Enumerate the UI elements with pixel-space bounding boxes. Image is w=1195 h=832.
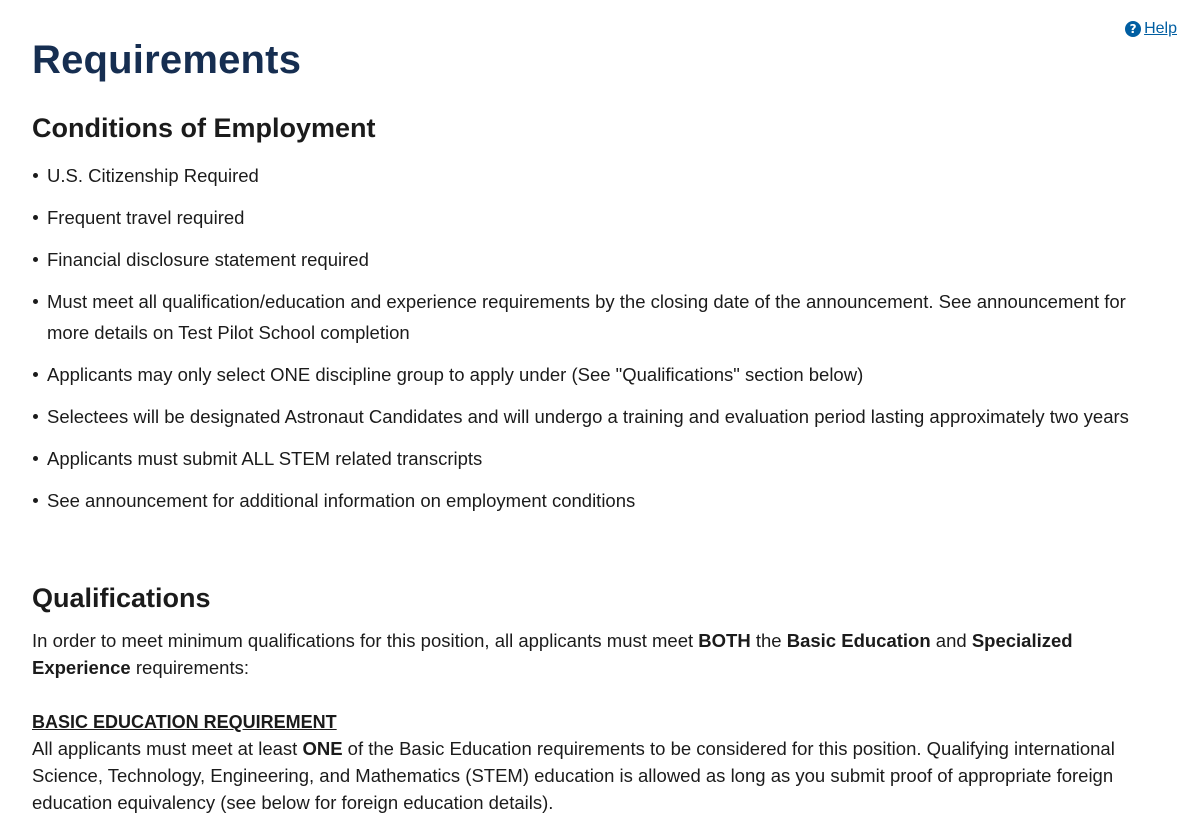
- qualifications-heading: Qualifications: [32, 583, 211, 613]
- list-item: Must meet all qualification/education and experience requirements by the closing date of the announcement. See announcement for more details on Test Pilot School completion: [32, 286, 1152, 348]
- intro-text: In order to meet minimum qualifications for this position, all applicants must meet: [32, 630, 699, 651]
- intro-text: requirements:: [130, 657, 249, 678]
- help-label: Help: [1144, 20, 1177, 37]
- qualifications-intro: [32, 627, 1172, 681]
- list-item: U.S. Citizenship Required: [32, 160, 1152, 191]
- intro-text: and: [930, 630, 972, 651]
- intro-both: BOTH: [698, 630, 751, 651]
- list-item: Applicants must submit ALL STEM related transcripts: [32, 443, 1152, 474]
- intro-text: the: [750, 630, 787, 651]
- list-item: See announcement for additional information on employment conditions: [32, 485, 1152, 516]
- basic-education-one: ONE: [302, 738, 343, 759]
- list-item: Selectees will be designated Astronaut Candidates and will undergo a training and evaluation period lasting approximately two years: [32, 401, 1152, 432]
- conditions-list: [32, 160, 1152, 527]
- basic-education-heading: BASIC EDUCATION REQUIREMENT: [32, 712, 337, 732]
- list-item: Financial disclosure statement required: [32, 244, 1152, 275]
- basic-education-text-part: of the Basic Education requirements to be considered for this position. Qualifying international Science, Technology, Engineering, and Mathematics (STEM) education is allowed as long as you submit proof of appropriate foreign education equivalency (see below for foreign education details).: [32, 738, 1115, 813]
- intro-specialized-experience: Specialized Experience: [32, 630, 1073, 678]
- help-link[interactable]: [1125, 20, 1177, 38]
- page-title: Requirements: [32, 38, 302, 82]
- basic-education-text: [32, 735, 1172, 816]
- list-item: Frequent travel required: [32, 202, 1152, 233]
- question-circle-icon: ?: [1125, 21, 1141, 37]
- list-item: Applicants may only select ONE discipline group to apply under (See "Qualifications" section below): [32, 359, 1152, 390]
- conditions-heading: Conditions of Employment: [32, 113, 376, 143]
- intro-basic-education: Basic Education: [786, 630, 931, 651]
- basic-education-text-part: All applicants must meet at least: [32, 738, 303, 759]
